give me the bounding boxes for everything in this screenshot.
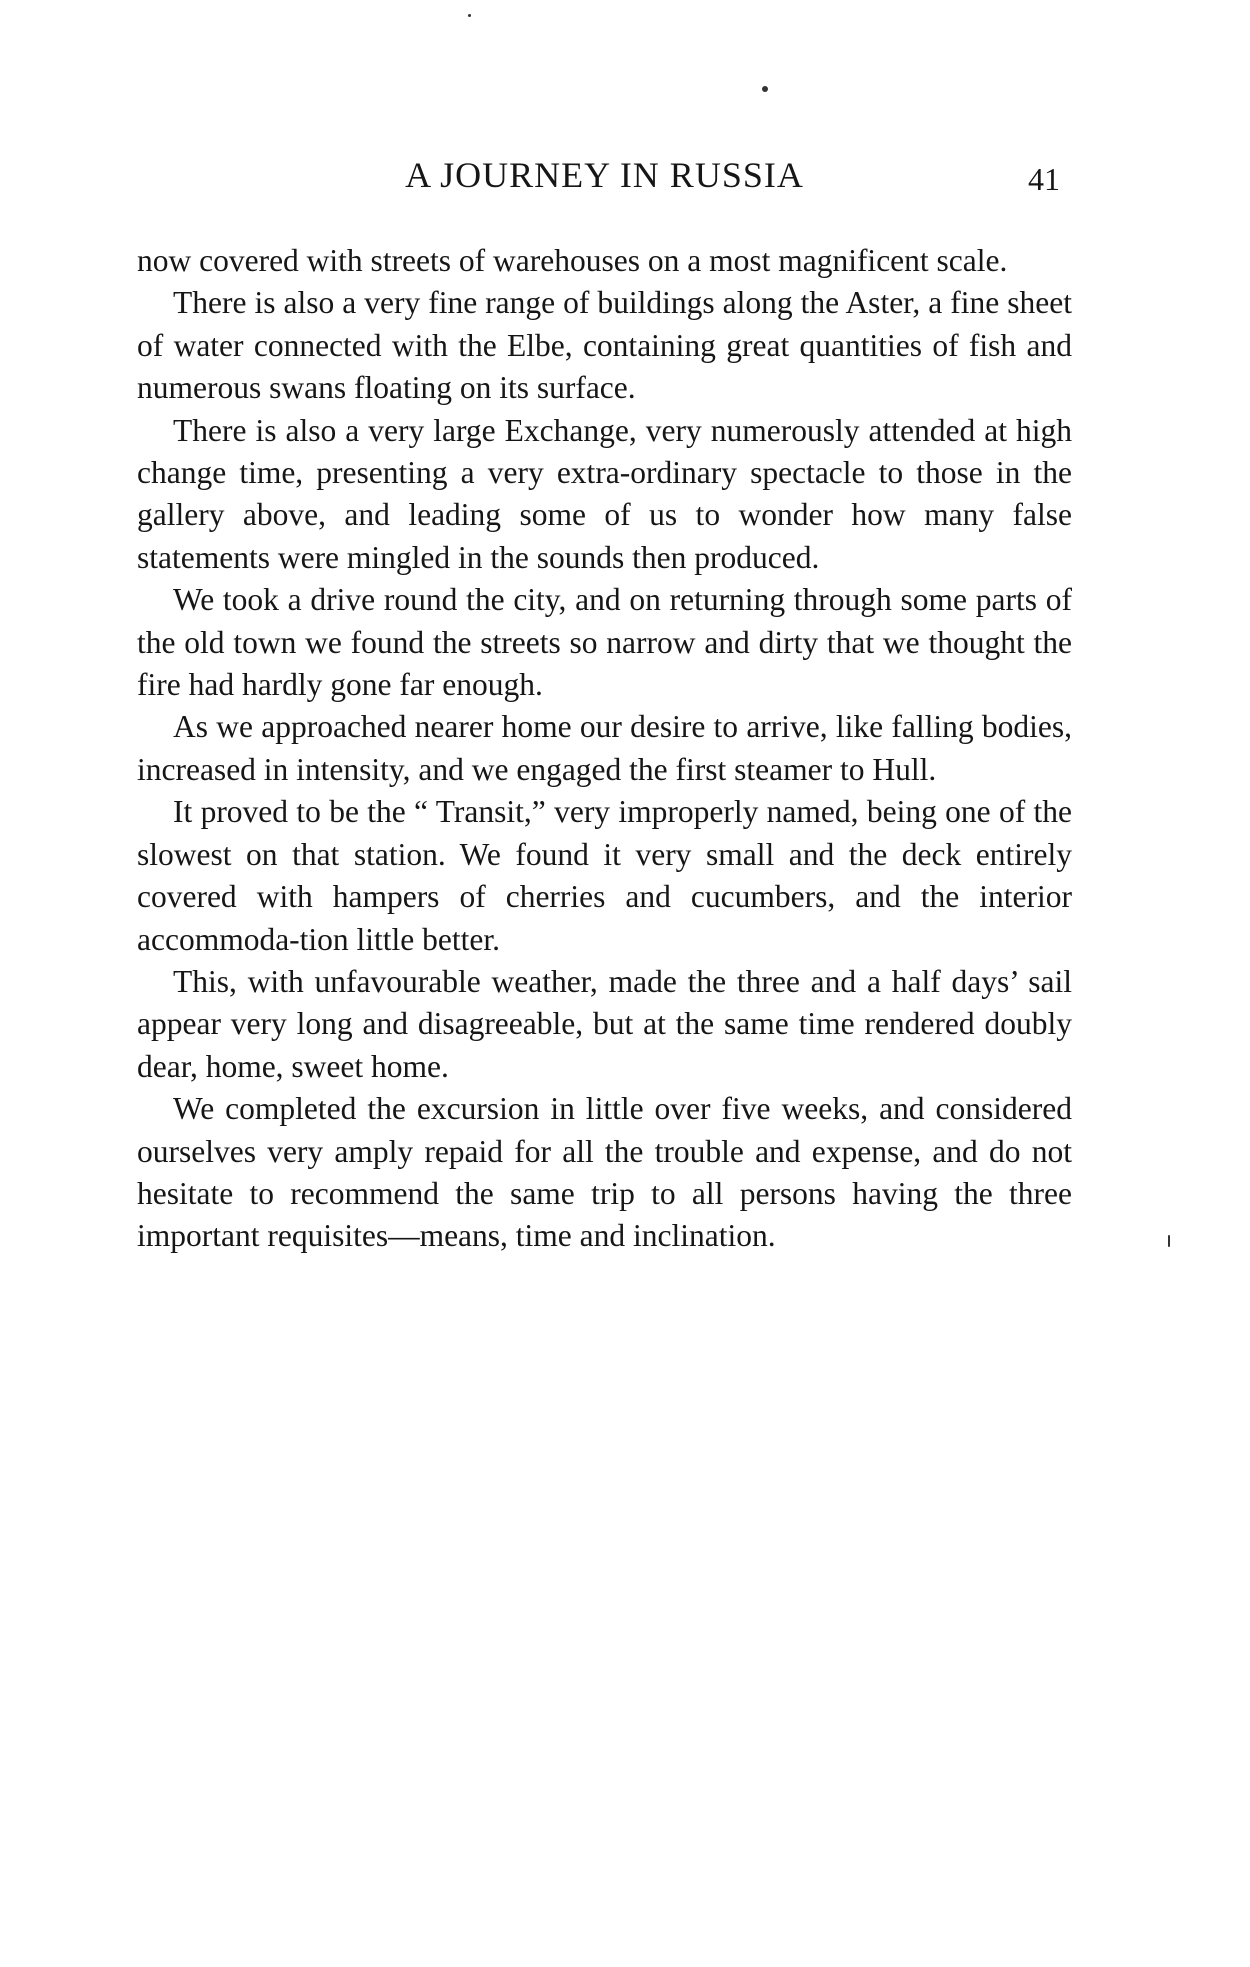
running-header	[137, 150, 1072, 200]
paragraph: It proved to be the “ Transit,” very improperly named, being one of the slowest on that station. We found it very small and the deck entirely covered with hampers of cherries and cucumbers, and the interior accommoda-tion little better.	[137, 794, 1072, 957]
paragraph: There is also a very fine range of buildings along the Aster, a fine sheet of water connected with the Elbe, containing great quantities of fish and numerous swans floating on its surface.	[137, 285, 1072, 406]
page-number: 41	[1028, 161, 1060, 197]
print-speck	[468, 14, 471, 17]
body-text	[137, 240, 1072, 1258]
paragraph: We took a drive round the city, and on returning through some parts of the old town we found the streets so narrow and dirty that we thought the fire had hardly gone far enough.	[137, 582, 1072, 703]
paragraph: As we approached nearer home our desire to arrive, like falling bodies, increased in intensity, and we engaged the first steamer to Hull.	[137, 709, 1072, 787]
paragraph: now covered with streets of warehouses on a most magnificent scale.	[137, 243, 1008, 278]
paragraph: This, with unfavourable weather, made the three and a half days’ sail appear very long and disagreeable, but at the same time rendered doubly dear, home, sweet home.	[137, 963, 1072, 1084]
paragraph: There is also a very large Exchange, very numerously attended at high change time, presenting a very extra-ordinary spectacle to those in the gallery above, and leading some of us to wonder how many false statements were mingled in the sounds then produced.	[137, 412, 1072, 575]
paragraph: We completed the excursion in little over five weeks, and considered ourselves very amply repaid for all the trouble and expense, and do not hesitate to recommend the same trip to all persons having the three important requisites—means, time and inclination.	[137, 1091, 1072, 1254]
running-title: A JOURNEY IN RUSSIA	[405, 155, 804, 195]
print-speck	[762, 86, 768, 92]
print-speck	[1168, 1235, 1170, 1247]
